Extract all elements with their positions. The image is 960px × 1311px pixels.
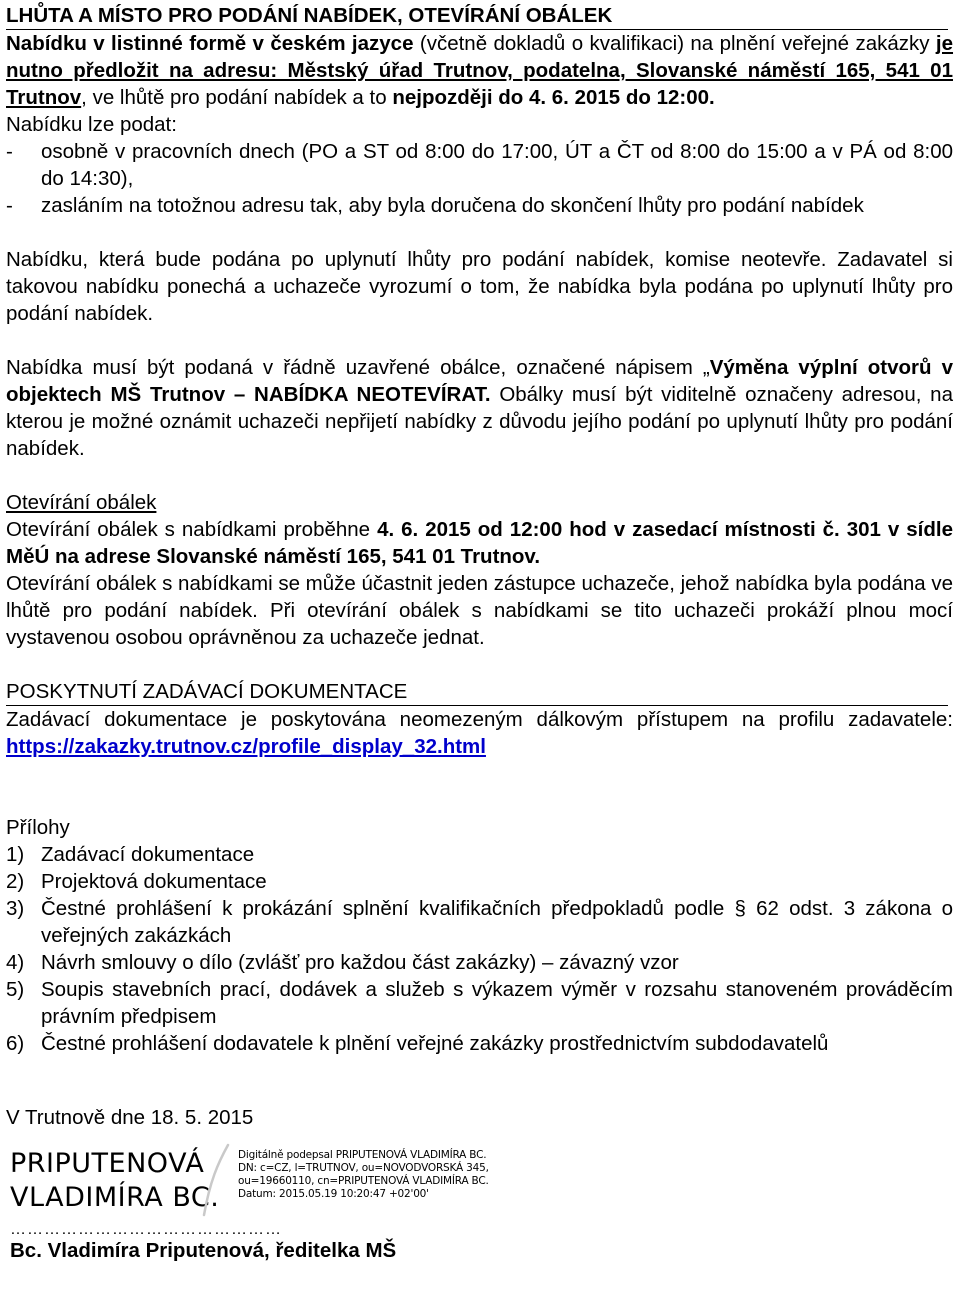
attachment-number: 5)	[6, 978, 25, 1001]
intro-bold-language: Nabídku v listinné formě v českém jazyce	[6, 32, 414, 55]
opening-heading: Otevírání obálek	[6, 491, 157, 514]
attachment-number: 6)	[6, 1032, 25, 1055]
bullet-dash: -	[6, 194, 13, 217]
attachment-text: Čestné prohlášení dodavatele k plnění veřejné zakázky prostřednictvím subdodavatelů	[41, 1032, 829, 1055]
attachment-item	[6, 976, 953, 1030]
signatory-name: Bc. Vladimíra Priputenová, ředitelka MŠ	[10, 1239, 397, 1262]
profile-link[interactable]: https://zakazky.trutnov.cz/profile_display_32.html	[6, 735, 486, 758]
place-date: V Trutnově dne 18. 5. 2015	[6, 1106, 254, 1129]
documentation-heading-bar	[6, 678, 948, 706]
signature-name-line1: PRIPUTENOVÁ	[10, 1148, 205, 1179]
bullet-dash: -	[6, 140, 13, 163]
opening-text: Otevírání obálek s nabídkami proběhne	[6, 518, 378, 541]
envelope-text-2: Obálky musí být viditelně označeny adresou, na kterou je možné oznámit uchazeči nepřijetí nabídky z důvodu jejího podání po uplynutí lhůty pro podání nabídek.	[6, 383, 953, 460]
opening-line	[6, 516, 953, 570]
signature-stroke-icon	[196, 1141, 236, 1219]
attachment-text: Návrh smlouvy o dílo (zvlášť pro každou část zakázky) – závazný vzor	[41, 951, 679, 974]
attachment-item	[6, 895, 953, 949]
attachment-text: Projektová dokumentace	[41, 870, 267, 893]
signature-name-line2: VLADIMÍRA BC.	[10, 1182, 220, 1213]
attachment-item	[6, 949, 953, 976]
opening-attendance: Otevírání obálek s nabídkami se může účastnit jeden zástupce uchazeče, jehož nabídka byla podána ve lhůtě pro podání nabídek. Při otevírání obálek s nabídkami se tito uchazeči prokáží plnou mocí vystavenou osobou oprávněnou za uchazeče jednat.	[6, 572, 954, 649]
bullet-text: osobně v pracovních dnech (PO a ST od 8:00 do 17:00, ÚT a ČT od 8:00 do 15:00 a v PÁ od 8:00 do 14:30),	[41, 140, 953, 190]
bullet-item	[6, 138, 953, 192]
attachment-item	[6, 1030, 953, 1057]
digital-signature-details	[238, 1149, 489, 1201]
attachment-item	[6, 868, 953, 895]
documentation-heading: POSKYTNUTÍ ZADÁVACÍ DOKUMENTACE	[6, 680, 408, 703]
attachment-number: 3)	[6, 897, 25, 920]
section-heading-deadline	[6, 0, 948, 30]
digital-signature-line: Digitálně podepsal PRIPUTENOVÁ VLADIMÍRA BC.	[238, 1149, 487, 1161]
attachment-number: 2)	[6, 870, 25, 893]
bullet-item	[6, 192, 953, 219]
attachment-text: Zadávací dokumentace	[41, 843, 255, 866]
documentation-text: Zadávací dokumentace je poskytována neomezeným dálkovým přístupem na profilu zadavatele:	[6, 708, 953, 731]
attachment-text: Čestné prohlášení k prokázání splnění kvalifikačních předpokladů podle § 62 odst. 3 zákona o veřejných zakázkách	[41, 897, 953, 947]
can-submit-label: Nabídku lze podat:	[6, 113, 177, 136]
envelope-text: Nabídka musí být podaná v řádně uzavřené obálce, označené nápisem „	[6, 356, 710, 379]
documentation-paragraph	[6, 706, 953, 760]
section-title: LHŮTA A MÍSTO PRO PODÁNÍ NABÍDEK, OTEVÍRÁNÍ OBÁLEK	[6, 4, 613, 27]
signature-name	[10, 1147, 219, 1215]
attachment-number: 1)	[6, 843, 25, 866]
opening-datetime-place: 4. 6. 2015 od 12:00 hod v zasedací místnosti č. 301 v sídle MěÚ na adrese Slovanské náměstí 165, 541 01 Trutnov.	[6, 518, 953, 568]
signature-block	[6, 1141, 953, 1262]
digital-signature-line: Datum: 2015.05.19 10:20:47 +02'00'	[238, 1188, 429, 1200]
attachment-text: Soupis stavebních prací, dodávek a služeb s výkazem výměr v rozsahu stanoveném prováděcím právním předpisem	[41, 978, 953, 1028]
envelope-label: Výměna výplní otvorů v objektech MŠ Trutnov – NABÍDKA NEOTEVÍRAT.	[6, 356, 954, 406]
attachment-item	[6, 841, 953, 868]
digital-signature-line: DN: c=CZ, l=TRUTNOV, ou=NOVODVORSKÁ 345,	[238, 1162, 489, 1174]
envelope-paragraph	[6, 354, 953, 462]
signature-dots: …………………………………………	[10, 1221, 282, 1238]
intro-text-2: , ve lhůtě pro podání nabídek a to	[81, 86, 393, 109]
submission-deadline: nejpozději do 4. 6. 2015 do 12:00.	[392, 86, 715, 109]
bullet-text: zasláním na totožnou adresu tak, aby byla doručena do skončení lhůty pro podání nabídek	[41, 194, 864, 217]
attachment-number: 4)	[6, 951, 25, 974]
late-offer-paragraph: Nabídku, která bude podána po uplynutí lhůty pro podání nabídek, komise neotevře. Zadavatel si takovou nabídku ponechá a uchazeče vyrozumí o tom, že nabídka byla podána po uplynutí lhůty pro podání nabídek.	[6, 248, 953, 325]
intro-paragraph	[6, 30, 953, 111]
submission-address: je nutno předložit na adresu: Městský úřad Trutnov, podatelna, Slovanské náměstí 165, 541 01 Trutnov	[6, 32, 954, 109]
intro-text: (včetně dokladů o kvalifikaci) na plnění veřejné zakázky	[413, 32, 936, 55]
digital-signature-line: ou=19660110, cn=PRIPUTENOVÁ VLADIMÍRA BC.	[238, 1175, 489, 1187]
attachments-heading: Přílohy	[6, 816, 70, 839]
